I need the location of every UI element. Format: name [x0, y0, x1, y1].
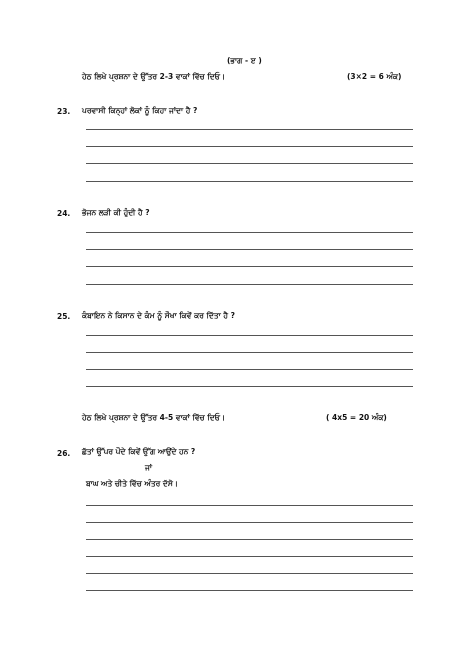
answer-line[interactable]	[86, 386, 413, 387]
answer-line[interactable]	[86, 129, 413, 130]
section-marks: (3×2 = 6 ਅੰਕ)	[347, 72, 402, 81]
answer-line[interactable]	[86, 249, 413, 250]
answer-line[interactable]	[86, 266, 413, 267]
question-text: ਛੱਤਾਂ ਉੱਪਰ ਪੌਦੇ ਕਿਵੇਂ ਉੱਗ ਆਉਂਦੇ ਹਨ ?	[82, 447, 196, 456]
section-heading: (ਭਾਗ - ੲ )	[227, 56, 262, 65]
section-instruction: ਹੇਠ ਲਿਖੇ ਪ੍ਰਸ਼ਨਾ ਦੇ ਉੱਤਰ 2-3 ਵਾਕਾਂ ਵਿੱਚ ਦਿਓ।	[82, 72, 226, 81]
section2-marks: ( 4x5 = 20 ਅੰਕ)	[326, 413, 387, 422]
answer-line[interactable]	[86, 181, 413, 182]
answer-line[interactable]	[86, 590, 413, 591]
answer-line[interactable]	[86, 522, 413, 523]
answer-line[interactable]	[86, 163, 413, 164]
answer-line[interactable]	[86, 369, 413, 370]
question-alt-text: ਬਾਘ ਅਤੇ ਚੀਤੇ ਵਿੱਚ ਅੰਤਰ ਦੱਸੋ।	[86, 479, 178, 488]
answer-line[interactable]	[86, 232, 413, 233]
question-text: ਭੋਜਨ ਲੜੀ ਕੀ ਹੁੰਦੀ ਹੈ ?	[82, 208, 150, 217]
question-number: 26.	[57, 449, 71, 458]
answer-line[interactable]	[86, 573, 413, 574]
or-label: ਜਾਂ	[145, 463, 153, 472]
answer-line[interactable]	[86, 556, 413, 557]
question-number: 25.	[57, 312, 71, 321]
question-number: 24.	[57, 209, 71, 218]
question-number: 23.	[57, 107, 71, 116]
question-text: ਕੰਬਾਇਨ ਨੇ ਕਿਸਾਨ ਦੇ ਕੰਮ ਨੂੰ ਸੌਖਾ ਕਿਵੇਂ ਕਰ ਦਿੱਤਾ ਹੈ ?	[82, 311, 235, 320]
answer-line[interactable]	[86, 146, 413, 147]
answer-line[interactable]	[86, 539, 413, 540]
answer-line[interactable]	[86, 352, 413, 353]
answer-line[interactable]	[86, 284, 413, 285]
answer-line[interactable]	[86, 335, 413, 336]
section2-instruction: ਹੇਠ ਲਿਖੇ ਪ੍ਰਸ਼ਨਾ ਦੇ ਉੱਤਰ 4-5 ਵਾਕਾਂ ਵਿੱਚ ਦਿਓ।	[82, 413, 226, 422]
answer-line[interactable]	[86, 505, 413, 506]
question-text: ਪਰਵਾਸੀ ਕਿਨ੍ਹਾਂ ਲੋਕਾਂ ਨੂੰ ਕਿਹਾ ਜਾਂਦਾ ਹੈ ?	[82, 106, 198, 115]
